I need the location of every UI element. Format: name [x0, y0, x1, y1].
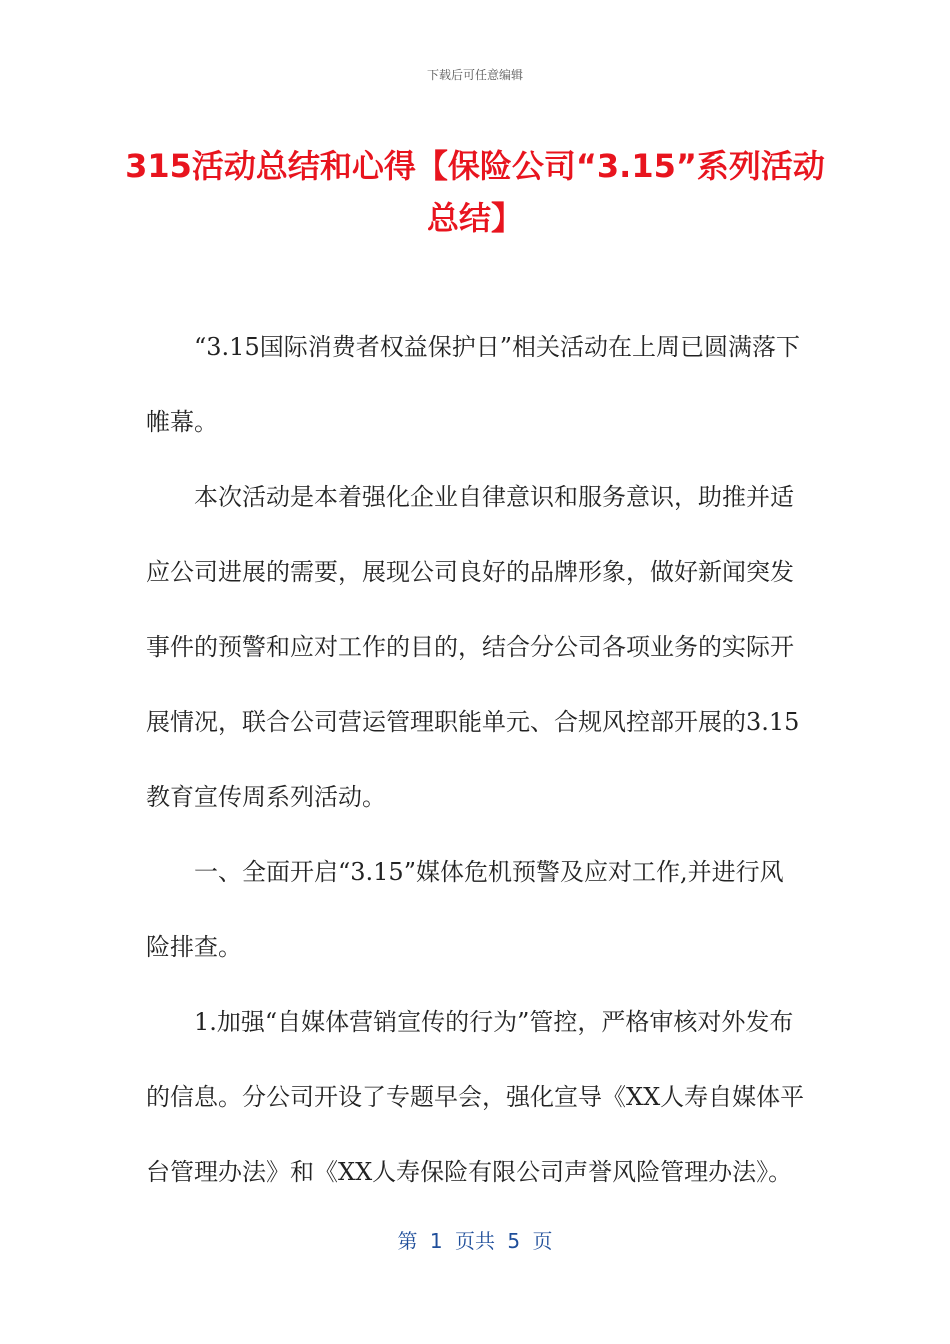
header-note: 下载后可任意编辑: [426, 68, 523, 82]
paragraph: 1.加强“自媒体营销宣传的行为”管控，严格审核对外发布的信息。分公司开设了专题早会，强化宣导《XX人寿自媒体平台管理办法》和《XX人寿保险有限公司声誉风险管理办法》。: [146, 1008, 805, 1186]
footer-label-total: 页共: [455, 1229, 495, 1253]
footer-total-pages: 5: [507, 1229, 521, 1253]
paragraph: 本次活动是本着强化企业自律意识和服务意识，助推并适应公司进展的需要，展现公司良好的品牌形象，做好新闻突发事件的预警和应对工作的目的，结合分公司各项业务的实际开展情况，联合公司营运管理职能单元、合规风控部开展的3.15教育宣传周系列活动。: [146, 483, 800, 811]
footer-label-end: 页: [532, 1229, 553, 1253]
footer-current-page: 1: [429, 1229, 443, 1253]
document-body: [146, 310, 806, 1210]
paragraph: “3.15国际消费者权益保护日”相关活动在上周已圆满落下帷幕。: [146, 333, 800, 436]
page-footer: [0, 1225, 950, 1254]
footer-label-page: 第: [397, 1229, 418, 1253]
paragraph: 一、全面开启“3.15”媒体危机预警及应对工作,并进行风险排查。: [146, 858, 784, 961]
document-title: 315活动总结和心得【保险公司“3.15”系列活动总结】: [125, 147, 825, 237]
